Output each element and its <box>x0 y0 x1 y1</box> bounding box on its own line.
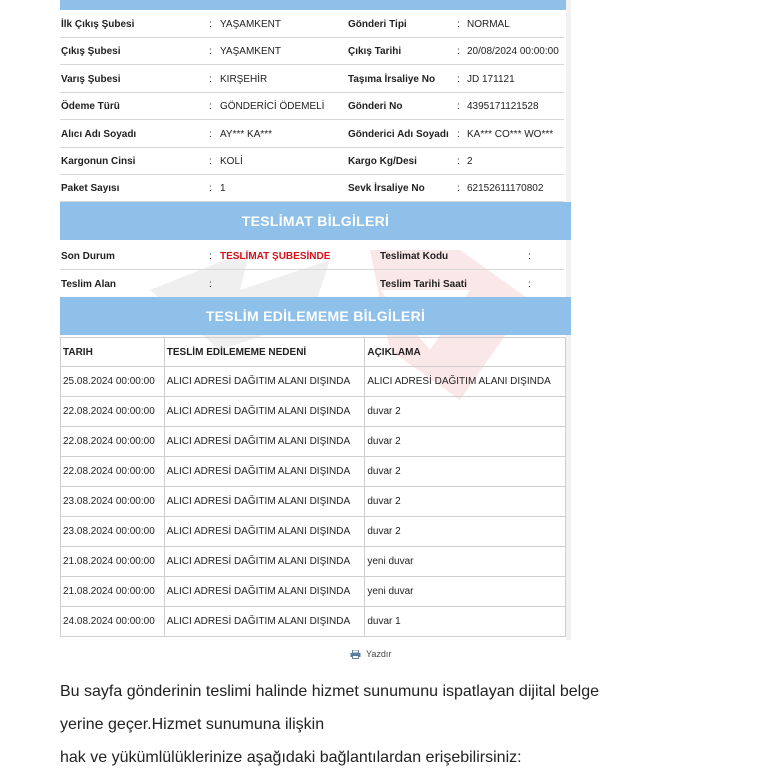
field-label: Alıcı Adı Soyadı <box>61 128 137 140</box>
reason-cell: ALICI ADRESİ DAĞITIM ALANI DIŞINDA <box>164 397 365 427</box>
colon: : <box>209 128 212 140</box>
table-row <box>61 427 566 457</box>
colon: : <box>528 279 531 290</box>
date-cell: 22.08.2024 00:00:00 <box>61 397 165 427</box>
column-header-description: AÇIKLAMA <box>365 338 566 367</box>
colon: : <box>457 73 460 85</box>
shipment-row <box>60 147 564 175</box>
colon: : <box>209 156 212 167</box>
colon: : <box>209 279 212 290</box>
field-label: Taşıma İrsaliye No <box>348 73 436 85</box>
description-cell: duvar 2 <box>365 487 566 517</box>
field-label: Kargo Kg/Desi <box>348 156 417 167</box>
field-label: Kargonun Cinsi <box>61 156 136 167</box>
table-row <box>61 607 566 637</box>
table-header-row <box>61 338 566 367</box>
print-label[interactable]: Yazdır <box>366 649 392 659</box>
description-cell: duvar 2 <box>365 517 566 547</box>
field-label: Varış Şubesi <box>61 73 121 85</box>
reason-cell: ALICI ADRESİ DAĞITIM ALANI DIŞINDA <box>164 607 365 637</box>
field-label: Paket Sayısı <box>61 183 120 195</box>
date-cell: 25.08.2024 00:00:00 <box>61 367 165 397</box>
field-value: 62152611170802 <box>467 183 544 195</box>
reason-cell: ALICI ADRESİ DAĞITIM ALANI DIŞINDA <box>164 367 365 397</box>
table-row <box>61 577 566 607</box>
column-header-date: TARIH <box>61 338 165 367</box>
field-value: GÖNDERİCİ ÖDEMELİ <box>220 101 325 113</box>
info-paragraph-line-1: Bu sayfa gönderinin teslimi halinde hizmet sunumunu ispatlayan dijital belge <box>60 683 599 700</box>
table-row <box>61 397 566 427</box>
shipment-row <box>60 10 564 38</box>
colon: : <box>209 183 212 195</box>
delivery-section-header: TESLİMAT BİLGİLERİ <box>60 202 571 240</box>
description-cell: duvar 2 <box>365 397 566 427</box>
field-value: JD 171121 <box>467 73 515 85</box>
field-value: KA*** CO*** WO*** <box>467 128 554 140</box>
date-cell: 22.08.2024 00:00:00 <box>61 457 165 487</box>
colon: : <box>457 46 460 58</box>
print-link[interactable] <box>350 649 391 659</box>
table-row <box>61 367 566 397</box>
date-cell: 21.08.2024 00:00:00 <box>61 547 165 577</box>
shipment-row <box>60 92 564 120</box>
colon: : <box>457 156 460 167</box>
field-value: 4395171121528 <box>467 101 539 113</box>
field-value: 1 <box>220 183 226 195</box>
field-label: Ödeme Türü <box>61 101 120 113</box>
reason-cell: ALICI ADRESİ DAĞITIM ALANI DIŞINDA <box>164 577 365 607</box>
field-value: YAŞAMKENT <box>220 19 281 30</box>
field-label: İlk Çıkış Şubesi <box>61 19 135 30</box>
column-header-reason: TESLİM EDİLEMEME NEDENİ <box>164 338 365 367</box>
shipment-row <box>60 37 564 65</box>
table-row <box>61 487 566 517</box>
field-label: Gönderi Tipi <box>348 19 407 30</box>
reason-cell: ALICI ADRESİ DAĞITIM ALANI DIŞINDA <box>164 517 365 547</box>
date-cell: 22.08.2024 00:00:00 <box>61 427 165 457</box>
date-cell: 23.08.2024 00:00:00 <box>61 487 165 517</box>
field-label: Çıkış Tarihi <box>348 46 402 58</box>
description-cell: yeni duvar <box>365 577 566 607</box>
shipment-row <box>60 174 564 202</box>
reason-cell: ALICI ADRESİ DAĞITIM ALANI DIŞINDA <box>164 457 365 487</box>
field-value: AY*** KA*** <box>220 128 273 140</box>
description-cell: duvar 2 <box>365 457 566 487</box>
field-label: Çıkış Şubesi <box>61 46 121 58</box>
field-value: 2 <box>467 156 473 167</box>
field-value: NORMAL <box>467 19 510 30</box>
colon: : <box>457 19 460 30</box>
colon: : <box>209 19 212 30</box>
field-value: KOLİ <box>220 156 243 167</box>
top-section-bar <box>60 0 571 10</box>
field-label: Gönderi No <box>348 101 403 113</box>
description-cell: yeni duvar <box>365 547 566 577</box>
colon: : <box>457 101 460 113</box>
description-cell: duvar 2 <box>365 427 566 457</box>
field-value: YAŞAMKENT <box>220 46 281 58</box>
colon: : <box>209 251 212 262</box>
reason-cell: ALICI ADRESİ DAĞITIM ALANI DIŞINDA <box>164 487 365 517</box>
info-paragraph-line-2: yerine geçer.Hizmet sunumuna ilişkin <box>60 716 325 733</box>
table-row <box>61 547 566 577</box>
description-cell: ALICI ADRESİ DAĞITIM ALANI DIŞINDA <box>365 367 566 397</box>
date-cell: 21.08.2024 00:00:00 <box>61 577 165 607</box>
colon: : <box>528 251 531 262</box>
colon: : <box>457 128 460 140</box>
teslim-alan-label: Teslim Alan <box>61 279 117 290</box>
teslim-tarihi-label: Teslim Tarihi Saati <box>380 279 467 290</box>
shipment-row <box>60 65 564 93</box>
info-paragraph-line-3: hak ve yükümlülüklerinize aşağıdaki bağlantılardan erişebilirsiniz: <box>60 749 522 766</box>
shipment-row <box>60 120 564 148</box>
reason-cell: ALICI ADRESİ DAĞITIM ALANI DIŞINDA <box>164 547 365 577</box>
colon: : <box>209 46 212 58</box>
table-row <box>61 517 566 547</box>
colon: : <box>209 101 212 113</box>
failed-delivery-table <box>60 337 566 637</box>
field-value: 20/08/2024 00:00:00 <box>467 46 559 58</box>
son-durum-label: Son Durum <box>61 251 115 262</box>
colon: : <box>457 183 460 195</box>
teslimat-kodu-label: Teslimat Kodu <box>380 251 449 262</box>
status-value: TESLİMAT ŞUBESİNDE <box>220 251 331 262</box>
date-cell: 24.08.2024 00:00:00 <box>61 607 165 637</box>
colon: : <box>209 73 212 85</box>
description-cell: duvar 1 <box>365 607 566 637</box>
failed-delivery-section-header: TESLİM EDİLEMEME BİLGİLERİ <box>60 297 571 335</box>
reason-cell: ALICI ADRESİ DAĞITIM ALANI DIŞINDA <box>164 427 365 457</box>
field-label: Gönderici Adı Soyadı <box>348 128 449 140</box>
delivery-row-receiver <box>60 270 564 298</box>
printer-icon <box>350 650 361 659</box>
delivery-row-status <box>60 242 564 270</box>
field-label: Sevk İrsaliye No <box>348 183 425 195</box>
date-cell: 23.08.2024 00:00:00 <box>61 517 165 547</box>
table-row <box>61 457 566 487</box>
field-value: KIRŞEHİR <box>220 73 268 85</box>
